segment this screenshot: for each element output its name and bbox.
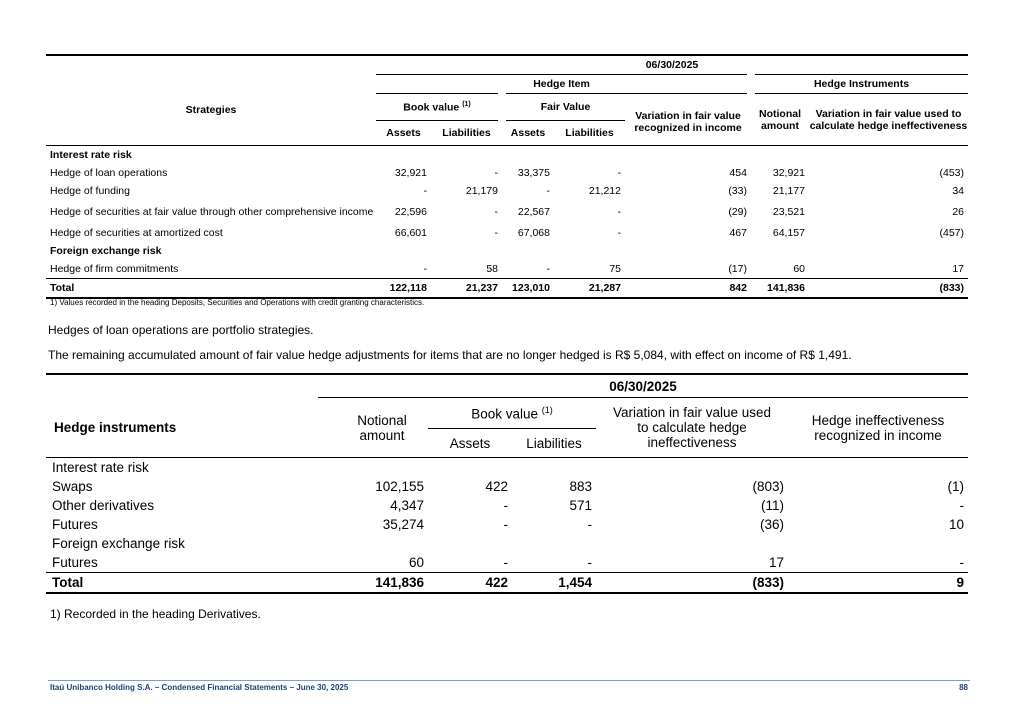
table1-footnote: 1) Values recorded in the heading Deposits, Securities and Operations with credit granting characteristics.: [50, 298, 425, 307]
ineffectiveness-header: Hedge ineffectiveness recognized in income: [811, 412, 945, 443]
table-row: Futures 60 - - 17 -: [52, 555, 964, 570]
total-row: Total 122,118 21,237 123,010 21,287 842 141,836 (833): [46, 279, 968, 299]
notional-header: Notional amount: [759, 107, 801, 132]
liabilities-header: Liabilities: [526, 435, 582, 451]
section-label: Interest rate risk: [52, 460, 149, 475]
hedge-instruments-table: [46, 373, 968, 594]
book-value-header: Book value $^{(1)}$: [376, 94, 502, 121]
footer-text: Itaú Unibanco Holding S.A. – Condensed Financial Statements – June 30, 2025: [50, 683, 349, 692]
variation-header: Variation in fair value used to calculate hedge ineffectiveness: [612, 405, 772, 450]
page-number: 88: [959, 683, 968, 692]
table-row: Other derivatives 4,347 - 571 (11) -: [52, 498, 964, 513]
section-label: Foreign exchange risk: [50, 245, 162, 257]
section-label: Foreign exchange risk: [52, 536, 185, 551]
fv-assets-header: Assets: [510, 127, 546, 139]
section-label: Interest rate risk: [50, 149, 132, 161]
table-row: Hedge of securities at fair value through other comprehensive income 22,596 - 22,567 - (29) 23,521 26: [50, 205, 964, 218]
variation-used-header: Variation in fair value used to calculate hedge ineffectiveness: [809, 107, 968, 132]
hedge-strategies-table: [46, 54, 968, 299]
paragraph-portfolio: Hedges of loan operations are portfolio strategies.: [48, 323, 314, 337]
table-row: Hedge of funding - 21,179 - 21,212 (33) 21,177 34: [50, 185, 964, 197]
total-row: Total 141,836 422 1,454 (833) 9: [46, 573, 968, 594]
bv-liabilities-header: Liabilities: [442, 127, 491, 139]
table-row: Hedge of securities at amortized cost 66,601 - 67,068 - 467 64,157 (457): [50, 227, 964, 239]
table2-footnote: 1) Recorded in the heading Derivatives.: [50, 607, 261, 621]
hedge-instruments-header: Hedge Instruments: [751, 75, 968, 94]
variation-recognized-header: Variation in fair value recognized in income: [634, 109, 742, 134]
assets-header: Assets: [449, 435, 491, 451]
fair-value-header: Fair Value: [502, 94, 625, 121]
bv-assets-header: Assets: [386, 127, 421, 139]
strategies-header: Strategies: [185, 103, 237, 116]
table1-date: 06/30/2025: [376, 55, 968, 75]
hedge-item-header: Hedge Item: [376, 75, 751, 94]
table2-date: 06/30/2025: [318, 374, 968, 398]
notional-header: Notional amount: [357, 412, 407, 443]
table-row: Hedge of firm commitments - 58 - 75 (17) 60 17: [50, 263, 964, 275]
book-value-header: Book value $^{(1)}$: [428, 398, 596, 429]
paragraph-remaining: The remaining accumulated amount of fair value hedge adjustments for items that are no longer hedged is R$ 5,084, with effect on income of R$ 1,491.: [48, 348, 852, 362]
footer-divider: [48, 680, 970, 681]
fv-liabilities-header: Liabilities: [565, 127, 614, 139]
hedge-instruments-header: Hedge instruments: [54, 419, 177, 435]
table-row: Futures 35,274 - - (36) 10: [52, 517, 964, 532]
table-row: Hedge of loan operations 32,921 - 33,375 - 454 32,921 (453): [50, 167, 964, 179]
table-row: Swaps 102,155 422 883 (803) (1): [52, 479, 964, 494]
